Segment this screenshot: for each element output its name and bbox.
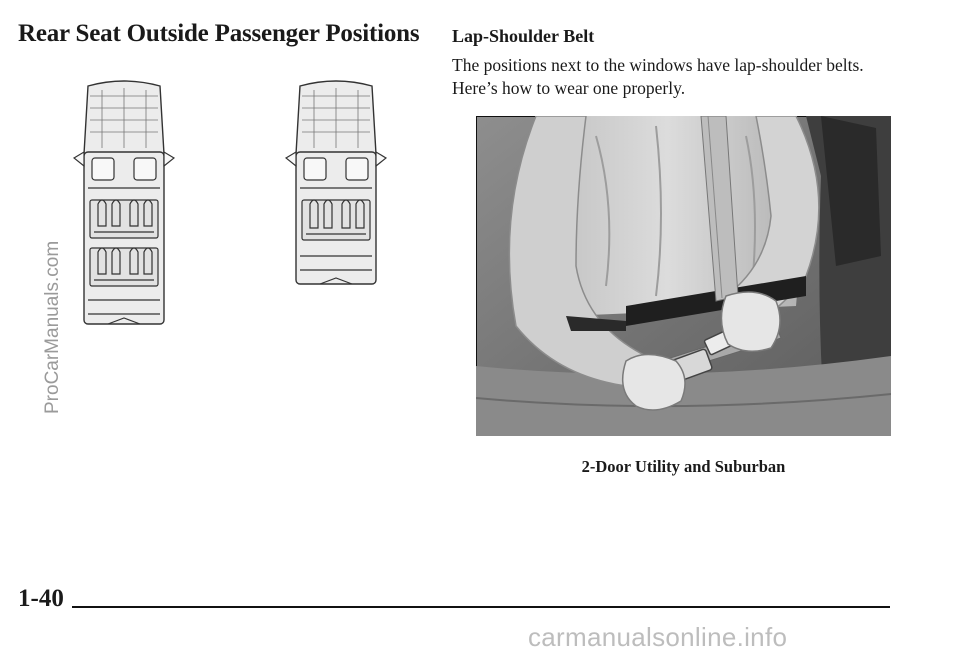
section-title: Rear Seat Outside Passenger Positions xyxy=(18,20,420,47)
watermark-bottom: carmanualsonline.info xyxy=(528,622,788,652)
intro-paragraph: The positions next to the windows have lap-shoulder belts. Here’s how to wear one properly. xyxy=(452,55,864,98)
subsection-title: Lap-Shoulder Belt xyxy=(452,26,595,46)
vehicle-top-view-2door-icon xyxy=(282,76,390,292)
vehicle-top-view-4door-icon xyxy=(68,76,180,332)
footer-rule xyxy=(72,606,890,608)
page-number: 1-40 xyxy=(18,585,64,612)
lap-shoulder-belt-photo xyxy=(476,116,891,436)
watermark-side: ProCarManuals.com xyxy=(42,240,63,414)
figure-caption: 2-Door Utility and Suburban xyxy=(581,457,786,476)
